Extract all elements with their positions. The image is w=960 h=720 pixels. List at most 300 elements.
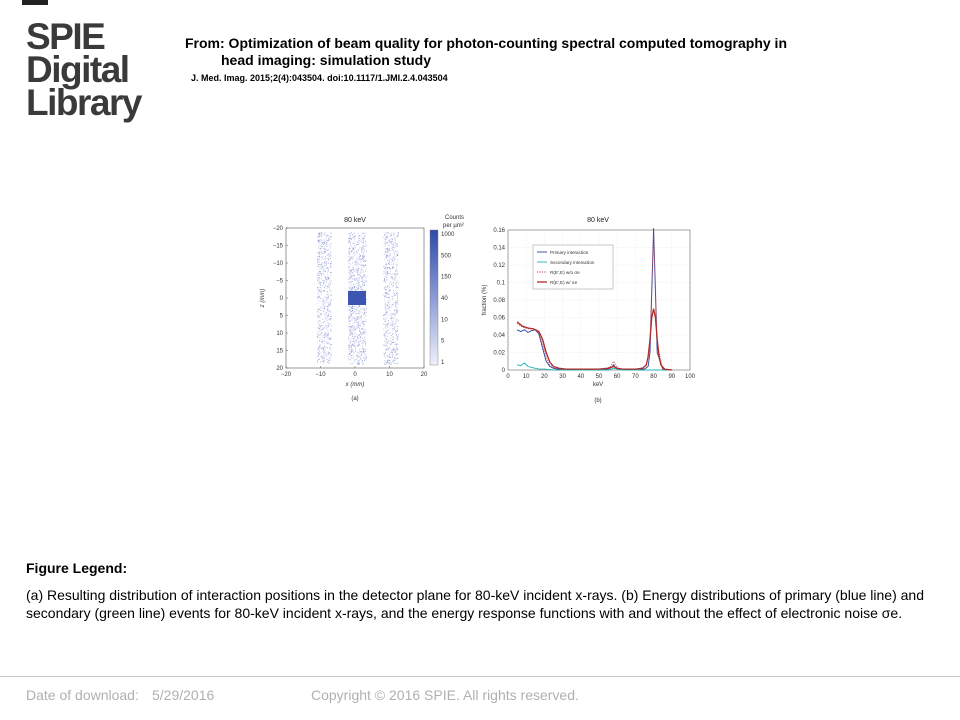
heatmap-point xyxy=(330,255,331,256)
heatmap-point xyxy=(386,262,387,263)
colorbar-title-2: per µm² xyxy=(443,223,464,229)
heatmap-point xyxy=(395,240,396,241)
heatmap-point xyxy=(322,322,323,323)
heatmap-point xyxy=(327,333,328,334)
heatmap-point xyxy=(360,273,361,274)
heatmap-point xyxy=(364,236,365,237)
heatmap-point xyxy=(350,271,351,272)
heatmap-point xyxy=(384,335,385,336)
heatmap-point xyxy=(354,278,355,279)
heatmap-point xyxy=(350,281,351,282)
heatmap-point xyxy=(325,249,326,250)
heatmap-point xyxy=(398,252,399,253)
heatmap-point xyxy=(392,267,393,268)
heatmap-point xyxy=(326,244,327,245)
heatmap-point xyxy=(318,241,319,242)
heatmap-point xyxy=(385,338,386,339)
heatmap-point xyxy=(394,279,395,280)
heatmap-point xyxy=(325,297,326,298)
heatmap-point xyxy=(361,265,362,266)
heatmap-point xyxy=(349,272,350,273)
heatmap-point xyxy=(324,261,325,262)
heatmap-point xyxy=(393,278,394,279)
heatmap-point xyxy=(388,241,389,242)
heatmap-point xyxy=(324,356,325,357)
heatmap-point xyxy=(391,295,392,296)
heatmap-point xyxy=(330,290,331,291)
heatmap-point xyxy=(352,308,353,309)
heatmap-point xyxy=(390,364,391,365)
heatmap-point xyxy=(320,318,321,319)
heatmap-point xyxy=(363,343,364,344)
heatmap-point xyxy=(352,363,353,364)
heatmap-point xyxy=(318,355,319,356)
heatmap-point xyxy=(388,302,389,303)
heatmap-point xyxy=(385,361,386,362)
heatmap-point xyxy=(361,355,362,356)
heatmap-point xyxy=(317,303,318,304)
heatmap-point xyxy=(398,287,399,288)
heatmap-point xyxy=(364,284,365,285)
heatmap-point xyxy=(398,354,399,355)
figure-legend-body: (a) Resulting distribution of interaction positions in the detector plane for 80-keV incident x-rays. (b) Energy distributions of primary (blue line) and secondary (green line) events for 80-keV incident x-rays, and the energy response functions with and without the effect of electronic noise σe. xyxy=(26,587,924,621)
heatmap-point xyxy=(389,329,390,330)
heatmap-point xyxy=(391,335,392,336)
heatmap-point xyxy=(358,325,359,326)
heatmap-point xyxy=(327,250,328,251)
heatmap-point xyxy=(392,356,393,357)
heatmap-point xyxy=(352,323,353,324)
heatmap-point xyxy=(396,339,397,340)
heatmap-point xyxy=(352,281,353,282)
heatmap-point xyxy=(352,307,353,308)
heatmap-point xyxy=(349,287,350,288)
heatmap-point xyxy=(319,268,320,269)
heatmap-point xyxy=(361,319,362,320)
heatmap-point xyxy=(394,357,395,358)
heatmap-point xyxy=(395,280,396,281)
heatmap-point xyxy=(330,280,331,281)
heatmap-point xyxy=(389,272,390,273)
heatmap-point xyxy=(389,315,390,316)
heatmap-point xyxy=(317,299,318,300)
heatmap-point xyxy=(389,252,390,253)
heatmap-point xyxy=(350,353,351,354)
heatmap-point xyxy=(364,233,365,234)
panel-a-y-tick-label: 0 xyxy=(279,296,283,302)
heatmap-point xyxy=(320,326,321,327)
heatmap-point xyxy=(357,328,358,329)
heatmap-point xyxy=(352,350,353,351)
heatmap-point xyxy=(365,265,366,266)
heatmap-point xyxy=(356,354,357,355)
heatmap-point xyxy=(327,258,328,259)
heatmap-point xyxy=(320,343,321,344)
heatmap-point xyxy=(354,322,355,323)
heatmap-point xyxy=(396,287,397,288)
heatmap-point xyxy=(363,265,364,266)
heatmap-point xyxy=(363,321,364,322)
heatmap-point xyxy=(389,282,390,283)
heatmap-point xyxy=(326,326,327,327)
heatmap-point xyxy=(387,252,388,253)
heatmap-point xyxy=(384,364,385,365)
heatmap-point xyxy=(326,239,327,240)
heatmap-point xyxy=(349,250,350,251)
heatmap-point xyxy=(351,246,352,247)
heatmap-point xyxy=(364,333,365,334)
heatmap-point xyxy=(348,321,349,322)
heatmap-point xyxy=(356,259,357,260)
heatmap-point xyxy=(317,314,318,315)
heatmap-point xyxy=(387,254,388,255)
heatmap-point xyxy=(393,303,394,304)
heatmap-point xyxy=(318,257,319,258)
panel-a-title: 80 keV xyxy=(344,217,366,224)
panel-a-y-tick-label: 5 xyxy=(279,313,283,320)
heatmap-point xyxy=(358,345,359,346)
heatmap-point xyxy=(387,327,388,328)
heatmap-point xyxy=(393,349,394,350)
heatmap-point xyxy=(317,342,318,343)
heatmap-point xyxy=(394,345,395,346)
heatmap-point xyxy=(392,357,393,358)
download-date-value: 5/29/2016 xyxy=(152,687,215,703)
heatmap-point xyxy=(384,243,385,244)
heatmap-point xyxy=(388,330,389,331)
heatmap-point xyxy=(354,252,355,253)
heatmap-point xyxy=(319,252,320,253)
heatmap-point xyxy=(393,321,394,322)
heatmap-point xyxy=(360,269,361,270)
heatmap-point xyxy=(319,284,320,285)
heatmap-point xyxy=(328,253,329,254)
heatmap-point xyxy=(398,334,399,335)
heatmap-point xyxy=(390,282,391,283)
heatmap-point xyxy=(329,300,330,301)
heatmap-point xyxy=(324,310,325,311)
heatmap-point xyxy=(395,242,396,243)
heatmap-point xyxy=(363,340,364,341)
heatmap-point xyxy=(328,310,329,311)
heatmap-point xyxy=(317,309,318,310)
heatmap-point xyxy=(389,363,390,364)
heatmap-point xyxy=(395,318,396,319)
heatmap-point xyxy=(327,291,328,292)
heatmap-point xyxy=(329,362,330,363)
heatmap-point xyxy=(398,339,399,340)
heatmap-point xyxy=(360,255,361,256)
heatmap-point xyxy=(385,239,386,240)
heatmap-point xyxy=(349,263,350,264)
heatmap-point xyxy=(323,248,324,249)
heatmap-point xyxy=(319,324,320,325)
heatmap-point xyxy=(348,310,349,311)
heatmap-point xyxy=(348,238,349,239)
heatmap-point xyxy=(360,341,361,342)
heatmap-point xyxy=(358,364,359,365)
heatmap-point xyxy=(397,255,398,256)
heatmap-point xyxy=(352,334,353,335)
heatmap-point xyxy=(384,271,385,272)
heatmap-point xyxy=(385,314,386,315)
heatmap-point xyxy=(318,247,319,248)
heatmap-point xyxy=(328,249,329,250)
heatmap-point xyxy=(388,314,389,315)
panel-b-x-tick-label: 10 xyxy=(522,374,530,380)
heatmap-point xyxy=(384,334,385,335)
heatmap-point xyxy=(359,335,360,336)
heatmap-point xyxy=(364,339,365,340)
heatmap-point xyxy=(387,301,388,302)
heatmap-point xyxy=(397,328,398,329)
heatmap-point xyxy=(392,352,393,353)
heatmap-point xyxy=(363,309,364,310)
heatmap-point xyxy=(365,280,366,281)
heatmap-point xyxy=(319,312,320,313)
heatmap-point xyxy=(389,260,390,261)
heatmap-point xyxy=(391,264,392,265)
heatmap-point xyxy=(393,354,394,355)
heatmap-point xyxy=(354,256,355,257)
heatmap-point xyxy=(356,271,357,272)
heatmap-point xyxy=(331,318,332,319)
heatmap-point xyxy=(385,273,386,274)
heatmap-point xyxy=(323,259,324,260)
heatmap-point xyxy=(393,351,394,352)
heatmap-point xyxy=(331,345,332,346)
heatmap-point xyxy=(391,276,392,277)
heatmap-point xyxy=(361,290,362,291)
heatmap-point xyxy=(349,253,350,254)
heatmap-point xyxy=(322,263,323,264)
heatmap-point xyxy=(385,341,386,342)
heatmap-point xyxy=(323,328,324,329)
heatmap-point xyxy=(323,298,324,299)
heatmap-point xyxy=(391,362,392,363)
heatmap-point xyxy=(349,359,350,360)
heatmap-point xyxy=(396,354,397,355)
heatmap-point xyxy=(393,250,394,251)
heatmap-point xyxy=(398,259,399,260)
heatmap-point xyxy=(386,311,387,312)
heatmap-point xyxy=(397,298,398,299)
heatmap-point xyxy=(326,263,327,264)
heatmap-point xyxy=(330,245,331,246)
heatmap-point xyxy=(328,352,329,353)
heatmap-point xyxy=(392,238,393,239)
heatmap-point xyxy=(394,253,395,254)
heatmap-point xyxy=(383,267,384,268)
heatmap-point xyxy=(317,336,318,337)
heatmap-point xyxy=(387,277,388,278)
heatmap-point xyxy=(352,262,353,263)
heatmap-point xyxy=(358,317,359,318)
heatmap-point xyxy=(318,293,319,294)
heatmap-point xyxy=(359,278,360,279)
heatmap-point xyxy=(329,314,330,315)
heatmap-point xyxy=(361,316,362,317)
heatmap-point xyxy=(366,308,367,309)
heatmap-point xyxy=(363,240,364,241)
heatmap-point xyxy=(361,261,362,262)
heatmap-point xyxy=(330,303,331,304)
heatmap-point xyxy=(357,361,358,362)
heatmap-point xyxy=(363,283,364,284)
heatmap-point xyxy=(320,287,321,288)
heatmap-point xyxy=(318,316,319,317)
heatmap-point xyxy=(363,331,364,332)
heatmap-point xyxy=(396,346,397,347)
heatmap-point xyxy=(362,345,363,346)
heatmap-point xyxy=(392,323,393,324)
heatmap-point xyxy=(386,308,387,309)
heatmap-point xyxy=(391,364,392,365)
heatmap-point xyxy=(394,273,395,274)
heatmap-point xyxy=(323,234,324,235)
heatmap-point xyxy=(330,304,331,305)
heatmap-point xyxy=(323,262,324,263)
heatmap-point xyxy=(354,325,355,326)
heatmap-point xyxy=(330,339,331,340)
heatmap-point xyxy=(326,347,327,348)
heatmap-point xyxy=(354,345,355,346)
heatmap-point xyxy=(395,256,396,257)
heatmap-point xyxy=(350,236,351,237)
heatmap-point xyxy=(355,320,356,321)
heatmap-point xyxy=(322,301,323,302)
heatmap-point xyxy=(386,349,387,350)
heatmap-point xyxy=(392,357,393,358)
heatmap-point xyxy=(397,353,398,354)
heatmap-point xyxy=(385,282,386,283)
heatmap-point xyxy=(321,333,322,334)
heatmap-point xyxy=(390,268,391,269)
heatmap-point xyxy=(384,360,385,361)
heatmap-point xyxy=(353,312,354,313)
heatmap-point xyxy=(362,242,363,243)
heatmap-point xyxy=(357,355,358,356)
heatmap-point xyxy=(319,359,320,360)
heatmap-point xyxy=(366,260,367,261)
heatmap-point xyxy=(349,354,350,355)
heatmap-point xyxy=(393,296,394,297)
heatmap-point xyxy=(389,333,390,334)
heatmap-point xyxy=(327,294,328,295)
heatmap-point xyxy=(321,279,322,280)
heatmap-point xyxy=(319,351,320,352)
heatmap-point xyxy=(388,245,389,246)
heatmap-point xyxy=(320,287,321,288)
heatmap-point xyxy=(385,357,386,358)
heatmap-point xyxy=(320,327,321,328)
heatmap-point xyxy=(385,332,386,333)
heatmap-point xyxy=(385,331,386,332)
heatmap-point xyxy=(365,250,366,251)
heatmap-point xyxy=(387,330,388,331)
heatmap-point xyxy=(389,304,390,305)
heatmap-point xyxy=(387,280,388,281)
heatmap-point xyxy=(317,259,318,260)
heatmap-point xyxy=(389,243,390,244)
heatmap-point xyxy=(330,237,331,238)
heatmap-point xyxy=(363,245,364,246)
heatmap-point xyxy=(389,300,390,301)
heatmap-point xyxy=(385,246,386,247)
heatmap-point xyxy=(324,340,325,341)
heatmap-point xyxy=(350,331,351,332)
heatmap-point xyxy=(327,308,328,309)
heatmap-point xyxy=(325,258,326,259)
heatmap-point xyxy=(385,235,386,236)
heatmap-point xyxy=(392,242,393,243)
heatmap-point xyxy=(330,320,331,321)
heatmap-point xyxy=(323,355,324,356)
heatmap-point xyxy=(358,322,359,323)
heatmap-point xyxy=(362,309,363,310)
heatmap-point xyxy=(397,337,398,338)
heatmap-point xyxy=(329,358,330,359)
heatmap-point xyxy=(351,276,352,277)
heatmap-point xyxy=(325,249,326,250)
heatmap-point xyxy=(392,241,393,242)
heatmap-point xyxy=(389,297,390,298)
heatmap-point xyxy=(320,276,321,277)
heatmap-point xyxy=(354,233,355,234)
heatmap-point xyxy=(361,352,362,353)
heatmap-point xyxy=(329,236,330,237)
heatmap-point xyxy=(388,294,389,295)
heatmap-point xyxy=(328,298,329,299)
heatmap-point xyxy=(331,261,332,262)
heatmap-point xyxy=(357,270,358,271)
heatmap-point xyxy=(325,325,326,326)
heatmap-point xyxy=(321,245,322,246)
heatmap-point xyxy=(392,249,393,250)
heatmap-point xyxy=(392,361,393,362)
heatmap-point xyxy=(327,274,328,275)
heatmap-point xyxy=(356,308,357,309)
heatmap-point xyxy=(327,343,328,344)
heatmap-point xyxy=(324,290,325,291)
heatmap-point xyxy=(355,306,356,307)
heatmap-point xyxy=(352,318,353,319)
panel-a-x-tick-label: 0 xyxy=(353,372,357,378)
heatmap-point xyxy=(359,311,360,312)
panel-b-x-tick-label: 60 xyxy=(613,374,621,380)
heatmap-point xyxy=(358,257,359,258)
heatmap-point xyxy=(384,268,385,269)
heatmap-point xyxy=(389,256,390,257)
heatmap-point xyxy=(331,325,332,326)
heatmap-point xyxy=(327,297,328,298)
panel-b-x-tick-label: 80 xyxy=(650,374,657,380)
heatmap-point xyxy=(360,276,361,277)
heatmap-point xyxy=(350,272,351,273)
heatmap-point xyxy=(397,243,398,244)
heatmap-point xyxy=(352,279,353,280)
heatmap-point xyxy=(360,334,361,335)
heatmap-point xyxy=(319,240,320,241)
heatmap-point xyxy=(395,246,396,247)
heatmap-point xyxy=(358,362,359,363)
heatmap-point xyxy=(357,263,358,264)
heatmap-point xyxy=(320,321,321,322)
heatmap-point xyxy=(322,325,323,326)
heatmap-point xyxy=(365,265,366,266)
heatmap-point xyxy=(388,232,389,233)
legend-entry: Primary interaction xyxy=(550,250,589,255)
